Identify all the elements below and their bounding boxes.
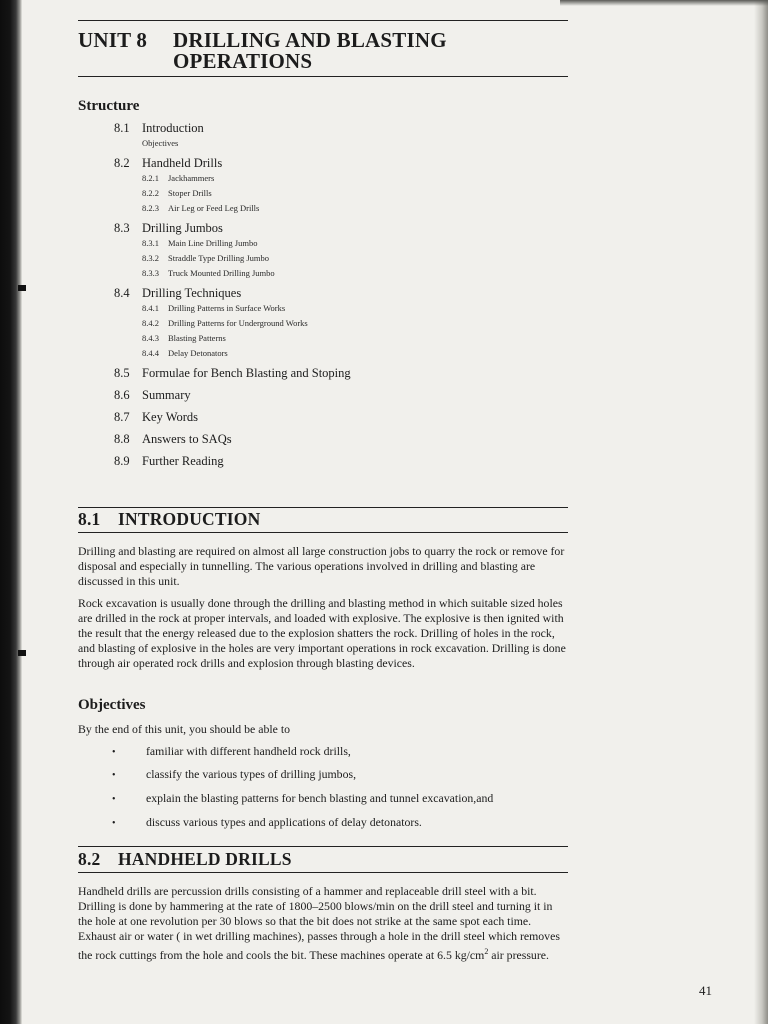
- unit-title-line2: OPERATIONS: [173, 49, 313, 73]
- objectives-heading: Objectives: [78, 697, 146, 713]
- binding-shadow: [0, 0, 22, 1024]
- toc-subitem-number: 8.4.3: [142, 333, 159, 343]
- toc-item-number: 8.8: [114, 432, 130, 446]
- toc-subitem-label: Jackhammers: [168, 173, 215, 183]
- objective-item: [112, 744, 351, 759]
- toc-subitem: [142, 238, 257, 248]
- section-8-1-bottom-rule: [78, 532, 568, 533]
- toc-item-label: Drilling Techniques: [142, 286, 242, 300]
- toc-item-number: 8.6: [114, 388, 130, 402]
- toc-subitem: [142, 318, 308, 328]
- unit-number: UNIT 8: [78, 28, 148, 52]
- toc-item-number: 8.3: [114, 221, 130, 235]
- intro-paragraph-1: Drilling and blasting are required on almost all large construction jobs to quarry the rock or remove for disposal and especially in tunnelling. The various operations involved in drilling and blasting are discussed in this unit.: [78, 544, 565, 588]
- page-number: 41: [699, 983, 712, 998]
- toc-subitem-number: 8.3.1: [142, 238, 159, 248]
- section-8-1-top-rule: [78, 507, 568, 508]
- intro-paragraph-2: Rock excavation is usually done through the drilling and blasting method in which suitable sized holes are drilled in the rock at proper intervals, and loaded with explosive. The explosive is then ignited with the result that the energy released due to the explosion shatters the rock. Drilling of holes in the rock, and blasting of explosive in the holes are very important operations in rock excavation. Drilling is done through air operated rock drills and explosion through blasting devices.: [78, 596, 566, 670]
- toc-subitem: [142, 303, 285, 313]
- toc-subitem-number: 8.2.2: [142, 188, 159, 198]
- toc-item: [114, 388, 191, 403]
- bullet-icon: •: [112, 818, 116, 829]
- toc-item-number: 8.2: [114, 156, 130, 170]
- toc-subitem: [142, 173, 214, 183]
- paragraph-text-end: air pressure.: [488, 947, 549, 962]
- toc-subitem-label: Blasting Patterns: [168, 333, 226, 343]
- objective-text: discuss various types and applications of delay detonators.: [146, 815, 422, 829]
- toc-item-number: 8.4: [114, 286, 130, 300]
- toc-subitem: [142, 268, 275, 278]
- handheld-drills-paragraph: [78, 884, 568, 963]
- toc-subitem-label: Truck Mounted Drilling Jumbo: [168, 268, 275, 278]
- title-top-rule: [78, 20, 568, 21]
- toc-item: [114, 432, 232, 447]
- title-bottom-rule: [78, 76, 568, 77]
- toc-subitem-number: 8.4.4: [142, 348, 159, 358]
- unit-title-line1: DRILLING AND BLASTING: [173, 28, 447, 52]
- toc-item-label: Formulae for Bench Blasting and Stoping: [142, 366, 351, 380]
- toc-item-label: Drilling Jumbos: [142, 221, 223, 235]
- toc-item-label: Handheld Drills: [142, 156, 223, 170]
- section-8-2-bottom-rule: [78, 872, 568, 873]
- top-edge-shadow: [560, 0, 768, 6]
- page-edge-shadow: [754, 0, 768, 1024]
- toc-item-label: Further Reading: [142, 454, 224, 468]
- toc-item: [114, 410, 198, 425]
- section-title: HANDHELD DRILLS: [118, 849, 292, 869]
- binding-mark: [18, 285, 26, 291]
- toc-item-label: Answers to SAQs: [142, 432, 232, 446]
- bullet-icon: •: [112, 770, 116, 781]
- bullet-icon: •: [112, 794, 116, 805]
- section-8-2-heading: [78, 849, 292, 870]
- toc-item-number: 8.9: [114, 454, 130, 468]
- objective-text: familiar with different handheld rock drills,: [146, 744, 351, 758]
- toc-subitem: [142, 333, 226, 343]
- toc-item-number: 8.7: [114, 410, 130, 424]
- section-8-1-heading: [78, 509, 260, 530]
- toc-subitem-number: 8.2.1: [142, 173, 159, 183]
- objectives-intro: By the end of this unit, you should be able to: [78, 722, 290, 736]
- toc-subitem-label: Stoper Drills: [168, 188, 212, 198]
- toc-subitem-label: Straddle Type Drilling Jumbo: [168, 253, 270, 263]
- toc-subitem: [142, 188, 212, 198]
- superscript: 2: [484, 947, 489, 956]
- section-number: 8.1: [78, 509, 101, 529]
- toc-item: [114, 156, 222, 171]
- toc-subitem-label: Objectives: [142, 138, 179, 148]
- toc-item: [114, 121, 204, 136]
- structure-heading: Structure: [78, 98, 140, 114]
- binding-mark: [18, 650, 26, 656]
- objective-item: [112, 767, 356, 782]
- toc-item-label: Introduction: [142, 121, 204, 135]
- toc-subitem-number: 8.4.1: [142, 303, 159, 313]
- toc-item-number: 8.1: [114, 121, 130, 135]
- section-8-2-top-rule: [78, 846, 568, 847]
- objective-item: [112, 815, 422, 830]
- toc-subitem-number: 8.4.2: [142, 318, 159, 328]
- bullet-icon: •: [112, 747, 116, 758]
- toc-item: [114, 366, 351, 381]
- paragraph-text: Handheld drills are percussion drills consisting of a hammer and replaceable drill steel with a bit. Drilling is done by hammering at the rate of 1800–2500 blows/min on the drill steel and turning it in the hole at one revolution per 30 blows so that the bit does not strike at the same spot each time. Exhaust air or water ( in wet drilling machines), passes through a hole in the drill steel which removes the rock cuttings from the hole and cools the bit. These machines operate at 6.5 kg/cm: [78, 884, 560, 962]
- section-title: INTRODUCTION: [118, 509, 261, 529]
- toc-subitem: [142, 203, 259, 213]
- toc-subitem-number: 8.3.3: [142, 268, 159, 278]
- toc-item: [114, 454, 224, 469]
- toc-subitem-label: Drilling Patterns in Surface Works: [168, 303, 286, 313]
- toc-subitem-label: Delay Detonators: [168, 348, 228, 358]
- toc-subitem-number: 8.3.2: [142, 253, 159, 263]
- objective-text: classify the various types of drilling jumbos,: [146, 767, 357, 781]
- toc-item-label: Summary: [142, 388, 191, 402]
- toc-item-label: Key Words: [142, 410, 199, 424]
- toc-subitem-number: 8.2.3: [142, 203, 159, 213]
- objective-item: [112, 791, 493, 806]
- toc-subitem: [142, 253, 269, 263]
- toc-subitem: [142, 138, 178, 148]
- toc-subitem-label: Main Line Drilling Jumbo: [168, 238, 258, 248]
- toc-item: [114, 221, 223, 236]
- toc-subitem: [142, 348, 228, 358]
- toc-subitem-label: Drilling Patterns for Underground Works: [168, 318, 308, 328]
- objective-text: explain the blasting patterns for bench blasting and tunnel excavation,and: [146, 791, 494, 805]
- toc-subitem-label: Air Leg or Feed Leg Drills: [168, 203, 260, 213]
- toc-item-number: 8.5: [114, 366, 130, 380]
- section-number: 8.2: [78, 849, 101, 869]
- toc-item: [114, 286, 241, 301]
- unit-title: [78, 30, 638, 72]
